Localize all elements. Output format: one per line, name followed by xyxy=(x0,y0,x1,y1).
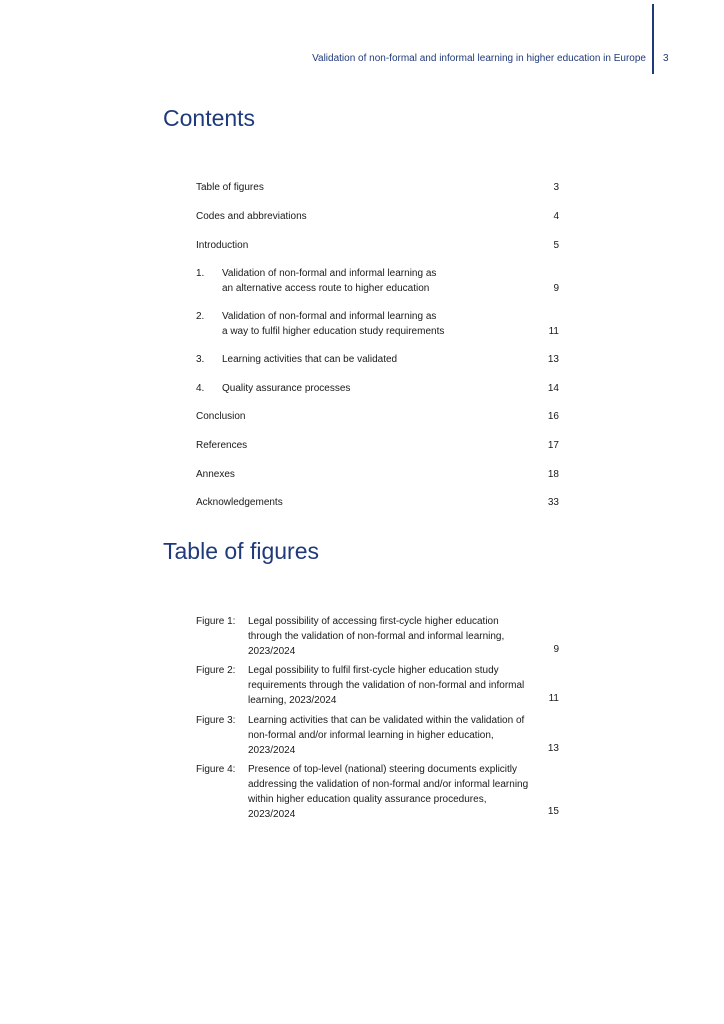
toc-entry-title: Quality assurance processes xyxy=(222,383,351,394)
header-divider xyxy=(652,4,654,74)
toc-entry-number: 3. xyxy=(196,354,205,365)
toc-entry-page: 5 xyxy=(553,240,559,251)
figure-caption-line: learning, 2023/2024 xyxy=(248,695,337,706)
toc-entry-page: 9 xyxy=(553,283,559,294)
toc-entry-page: 4 xyxy=(553,211,559,222)
toc-entry-chapter-3[interactable] xyxy=(196,352,559,367)
toc-entry-title: Table of figures xyxy=(196,182,264,193)
toc-entry-annexes[interactable] xyxy=(196,467,559,482)
figure-caption xyxy=(248,663,538,708)
figure-caption-line: Learning activities that can be validated within the validation of xyxy=(248,715,525,726)
toc-entry-page: 18 xyxy=(547,469,559,480)
figure-page: 11 xyxy=(548,693,559,704)
figure-caption-line: addressing the validation of non-formal and/or informal learning xyxy=(248,779,529,790)
toc-entry-page: 17 xyxy=(547,440,559,451)
figure-caption-line: non-formal and/or informal learning in higher education, xyxy=(248,730,494,741)
figure-caption-line: Presence of top-level (national) steering documents explicitly xyxy=(248,764,518,775)
figure-label: Figure 1: xyxy=(196,616,236,627)
toc-entry-title: Introduction xyxy=(196,240,249,251)
toc-entry-title-line-1: Validation of non-formal and informal learning as xyxy=(222,311,437,322)
figure-label: Figure 3: xyxy=(196,715,236,726)
toc-entry-title-line-1: Validation of non-formal and informal learning as xyxy=(222,268,437,279)
toc-entry-page: 13 xyxy=(547,354,559,365)
toc-entry-chapter-2[interactable] xyxy=(196,309,559,339)
toc-entry-title: Codes and abbreviations xyxy=(196,211,307,222)
figure-entry-1[interactable] xyxy=(196,614,559,657)
figure-label: Figure 2: xyxy=(196,665,236,676)
figure-caption-line: Legal possibility of accessing first-cycle higher education xyxy=(248,616,499,627)
toc-entry-page: 16 xyxy=(547,411,559,422)
figure-page: 13 xyxy=(547,743,559,754)
toc-entry-introduction[interactable] xyxy=(196,238,559,253)
toc-entry-page: 11 xyxy=(548,326,559,337)
figure-caption xyxy=(248,762,538,822)
figure-page: 9 xyxy=(553,644,559,655)
figure-caption xyxy=(248,614,538,659)
toc-entry-acknowledgements[interactable] xyxy=(196,495,559,510)
toc-entry-chapter-1[interactable] xyxy=(196,266,559,296)
toc-entry-number: 2. xyxy=(196,311,205,322)
figure-caption-line: 2023/2024 xyxy=(248,646,296,657)
figure-page: 15 xyxy=(547,806,559,817)
toc-entry-chapter-4[interactable] xyxy=(196,381,559,396)
figures-heading: Table of figures xyxy=(163,538,319,564)
page-number: 3 xyxy=(663,53,669,64)
figure-caption-line: through the validation of non-formal and informal learning, xyxy=(248,631,505,642)
toc-entry-codes[interactable] xyxy=(196,209,559,224)
figure-entry-3[interactable] xyxy=(196,713,559,756)
figure-caption-line: Legal possibility to fulfil first-cycle higher education study xyxy=(248,665,499,676)
toc-entry-title: Annexes xyxy=(196,469,235,480)
toc-entry-number: 4. xyxy=(196,383,205,394)
running-header-title: Validation of non-formal and informal learning in higher education in Europe xyxy=(312,53,646,64)
toc-entry-page: 33 xyxy=(547,497,559,508)
figure-label: Figure 4: xyxy=(196,764,236,775)
figure-caption-line: within higher education quality assurance procedures, xyxy=(248,794,487,805)
toc-entry-conclusion[interactable] xyxy=(196,409,559,424)
contents-heading: Contents xyxy=(163,105,256,131)
toc-entry-title: References xyxy=(196,440,248,451)
figure-caption-line: requirements through the validation of non-formal and informal xyxy=(248,680,525,691)
figure-caption-line: 2023/2024 xyxy=(248,809,296,820)
toc-entry-page: 3 xyxy=(553,182,559,193)
toc-entry-references[interactable] xyxy=(196,438,559,453)
figure-caption xyxy=(248,713,538,758)
toc-entry-title-line-2: an alternative access route to higher education xyxy=(222,283,430,294)
toc-entry-page: 14 xyxy=(547,383,559,394)
toc-entry-number: 1. xyxy=(196,268,205,279)
toc-entry-title: Conclusion xyxy=(196,411,246,422)
toc-entry-title-line-2: a way to fulfil higher education study requirements xyxy=(222,326,445,337)
toc-entry-table-of-figures[interactable] xyxy=(196,180,559,195)
figure-caption-line: 2023/2024 xyxy=(248,745,296,756)
figure-entry-4[interactable] xyxy=(196,762,559,819)
page-header xyxy=(0,0,724,80)
figure-entry-2[interactable] xyxy=(196,663,559,706)
toc-entry-title: Acknowledgements xyxy=(196,497,283,508)
toc-entry-title: Learning activities that can be validated xyxy=(222,354,398,365)
